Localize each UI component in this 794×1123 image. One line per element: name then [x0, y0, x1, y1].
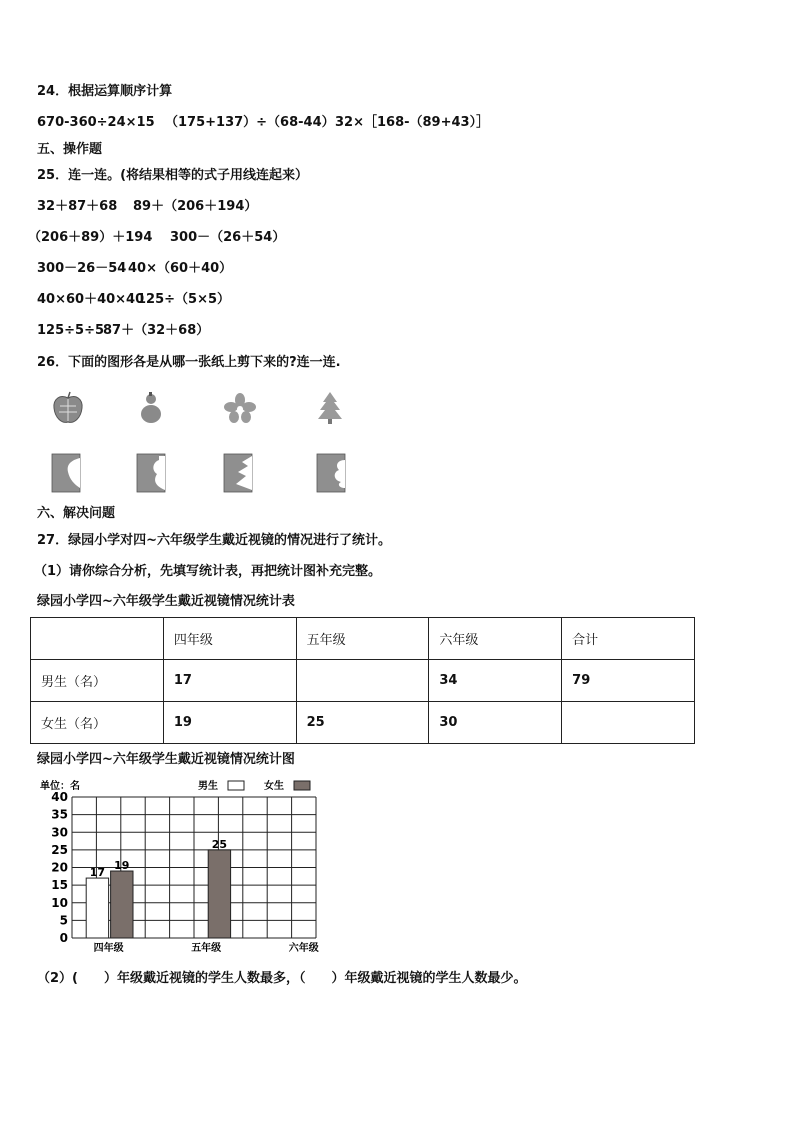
- q27-sub2: （2）( ）年级戴近视镜的学生人数最多，（ ）年级戴近视镜的学生人数最少。: [37, 971, 527, 986]
- table-cell-blank[interactable]: [296, 660, 429, 702]
- chart-title: 绿园小学四~六年级学生戴近视镜情况统计图: [37, 752, 295, 767]
- table-cell: 34: [429, 660, 562, 702]
- y-tick-label: 25: [51, 842, 68, 857]
- q27-sub1: （1）请你综合分析，先填写统计表，再把统计图补充完整。: [34, 564, 382, 579]
- table-cell: 79: [562, 660, 695, 702]
- q25-title: 25．连一连。(将结果相等的式子用线连起来）: [37, 168, 309, 183]
- x-tick-label: 四年级: [93, 943, 124, 954]
- table-row: [31, 702, 695, 744]
- folded-paper-3-icon: [222, 452, 254, 494]
- q25-right-5: 87＋（32＋68）: [103, 323, 210, 338]
- q24-title: 24．根据运算顺序计算: [37, 84, 173, 99]
- y-tick-label: 40: [51, 790, 68, 804]
- legend-swatch: [294, 781, 310, 790]
- bar-boys: [86, 878, 108, 938]
- q25-right-2: 300－（26＋54）: [170, 230, 286, 245]
- q25-right-1: 89＋（206＋194）: [133, 199, 258, 214]
- table-cell: 19: [163, 702, 296, 744]
- legend-swatch: [228, 781, 244, 790]
- bar-chart: [30, 778, 330, 958]
- table-cell: 25: [296, 702, 429, 744]
- table-cell: 17: [163, 660, 296, 702]
- table-title: 绿园小学四~六年级学生戴近视镜情况统计表: [37, 594, 295, 609]
- q26-title: 26．下面的图形各是从哪一张纸上剪下来的?连一连.: [37, 355, 341, 370]
- table-header-cell: 六年级: [429, 618, 562, 660]
- table-row: [31, 660, 695, 702]
- q25-right-4: 125÷（5×5）: [137, 292, 231, 307]
- q24-expr-3: 32×［168-（89+43）］: [335, 115, 490, 130]
- tree-cutout-icon: [315, 390, 345, 426]
- section-6-heading: 六、解决问题: [37, 506, 116, 521]
- y-tick-label: 5: [59, 913, 68, 928]
- bar-girls: [208, 850, 230, 938]
- section-5-heading: 五、操作题: [37, 142, 103, 157]
- folded-paper-4-icon: [315, 452, 347, 494]
- legend-label: 女生: [264, 781, 284, 792]
- flower-cutout-icon: [222, 392, 258, 424]
- bar-data-label: 25: [211, 837, 228, 851]
- q25-right-3: 40×（60＋40）: [128, 261, 233, 276]
- gourd-cutout-icon: [135, 390, 167, 426]
- y-tick-label: 35: [51, 807, 68, 822]
- table-header-cell: 五年级: [296, 618, 429, 660]
- q24-expr-1: 670-360÷24×15: [37, 115, 155, 130]
- bar-data-label: 17: [89, 866, 106, 880]
- q25-left-3: 300－26－54: [37, 261, 127, 276]
- bar-girls: [111, 871, 133, 938]
- q25-left-4: 40×60＋40×40: [37, 292, 145, 307]
- table-header-row: [31, 618, 695, 660]
- x-tick-label: 五年级: [191, 943, 222, 954]
- q25-left-5: 125÷5÷5: [37, 323, 105, 338]
- q27-title: 27．绿园小学对四~六年级学生戴近视镜的情况进行了统计。: [37, 533, 391, 548]
- y-tick-label: 15: [51, 878, 68, 893]
- q25-left-2: （206＋89）＋194: [28, 230, 153, 245]
- table-cell: 女生（名）: [31, 702, 164, 744]
- y-tick-label: 10: [51, 895, 68, 910]
- y-tick-label: 30: [51, 825, 68, 840]
- table-header-cell: 四年级: [163, 618, 296, 660]
- folded-paper-2-icon: [135, 452, 167, 494]
- table-header-cell: 合计: [562, 618, 695, 660]
- y-tick-label: 0: [59, 931, 68, 945]
- table-cell: 30: [429, 702, 562, 744]
- bar-data-label: 19: [114, 859, 130, 873]
- y-tick-label: 20: [51, 860, 68, 875]
- table-header-cell: [31, 618, 164, 660]
- legend-label: 男生: [198, 781, 218, 792]
- table-cell: 男生（名）: [31, 660, 164, 702]
- q24-expr-2: （175+137）÷（68-44）: [165, 115, 335, 130]
- q25-left-1: 32＋87＋68: [37, 199, 118, 214]
- folded-paper-1-icon: [50, 452, 82, 494]
- apple-cutout-icon: [50, 390, 86, 426]
- x-tick-label: 六年级: [288, 943, 319, 954]
- stats-table: [30, 617, 695, 744]
- table-cell-blank[interactable]: [562, 702, 695, 744]
- unit-label: 单位：名: [40, 781, 80, 792]
